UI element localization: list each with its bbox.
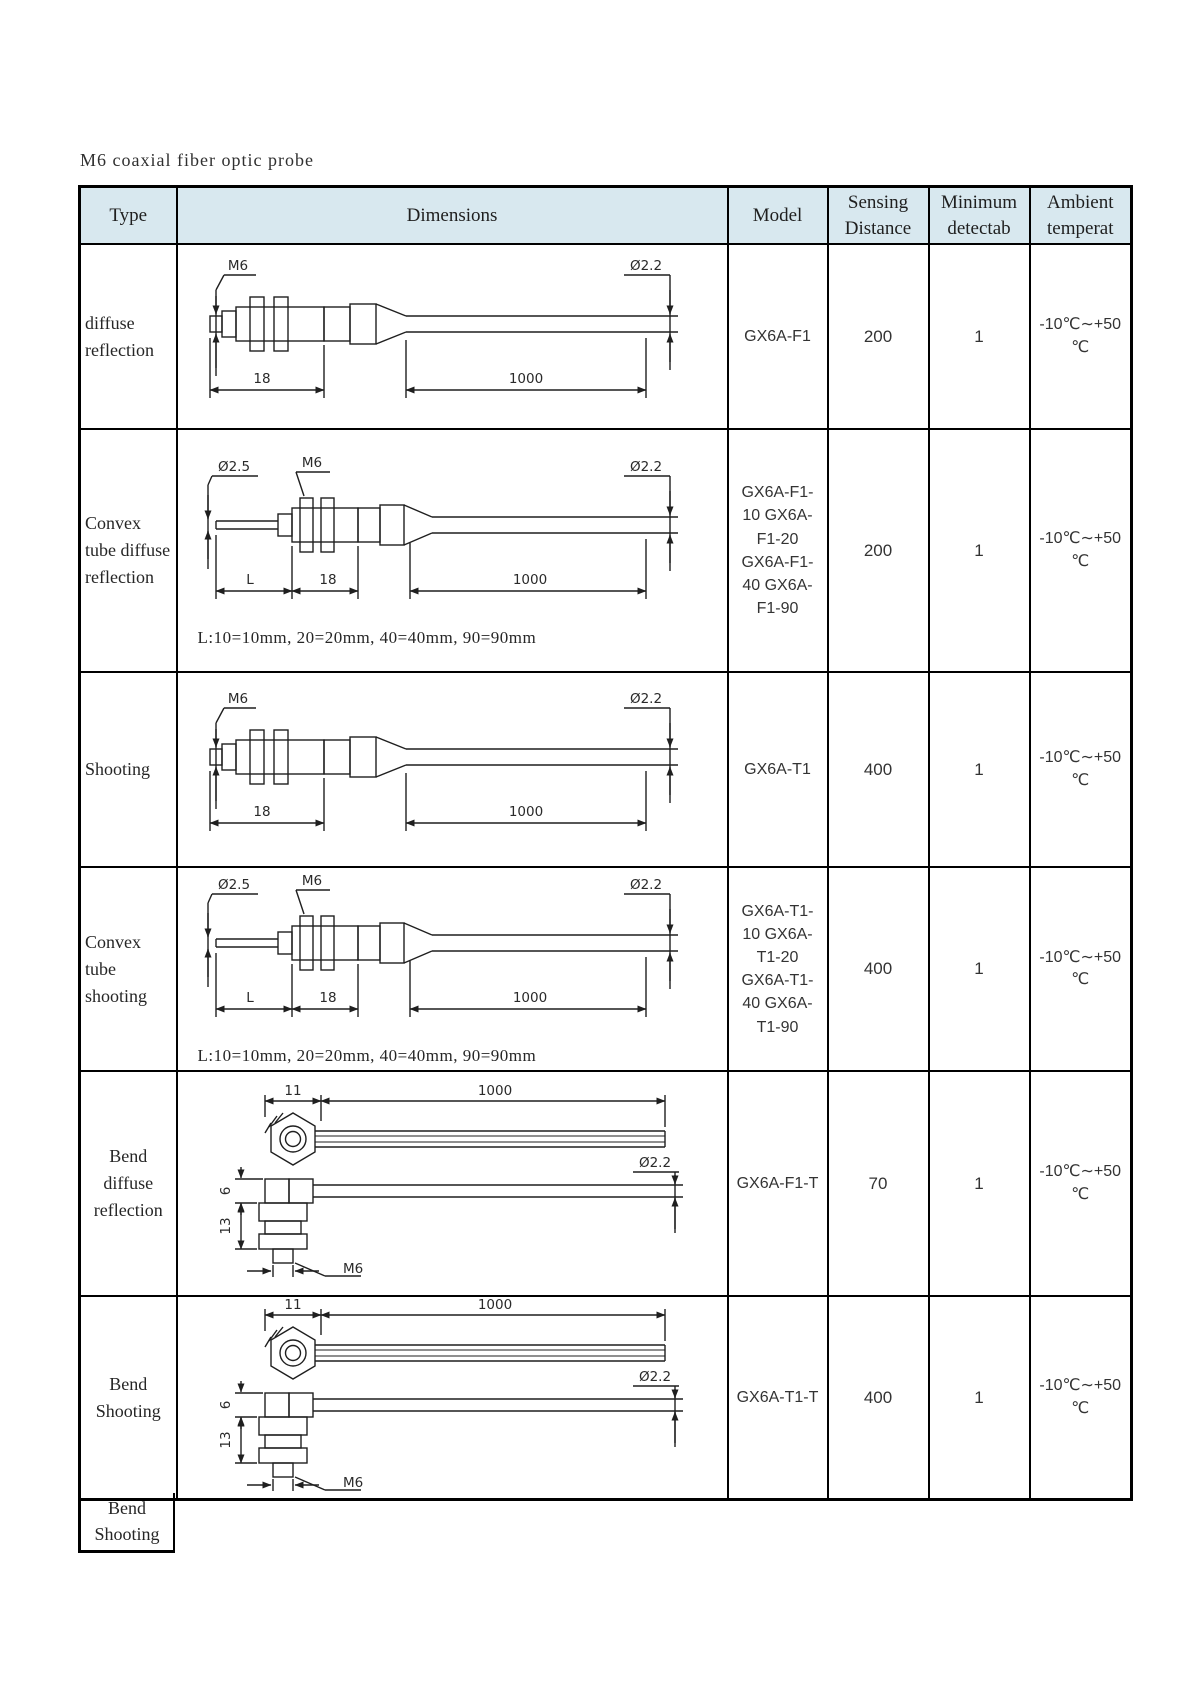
probe-outline xyxy=(210,297,678,351)
table-row xyxy=(80,672,1132,867)
fiber-diameter-label: Ø2.2 xyxy=(629,877,662,894)
ambient-temperature-cell xyxy=(1030,867,1132,1071)
ambient-temperature-cell xyxy=(1030,429,1132,672)
dimension-lines xyxy=(208,890,670,1017)
temp-range: -10℃∼+50 xyxy=(1039,1377,1122,1395)
type-cell: Bend diffuse reflection xyxy=(80,1071,177,1296)
probe-outline-side-view xyxy=(259,1179,683,1263)
table-row xyxy=(80,244,1132,429)
sensing-distance-cell: 200 xyxy=(828,429,929,672)
temp-range: -10℃∼+50 xyxy=(1039,530,1122,548)
thread-label: M6 xyxy=(301,454,322,471)
spec-table xyxy=(78,185,1133,1501)
type-cell: Convex tube diffuse reflection xyxy=(80,429,177,672)
probe-outline-side-view xyxy=(259,1393,683,1477)
temp-unit: ℃ xyxy=(1071,771,1090,789)
header-sensing-distance: Sensing Distance xyxy=(828,187,929,245)
header-type: Type xyxy=(80,187,177,245)
dimensions-cell xyxy=(177,1296,728,1500)
cable-length-label: 1000 xyxy=(508,371,543,388)
probe-outline xyxy=(210,730,678,784)
temp-unit: ℃ xyxy=(1071,1185,1090,1203)
model-cell: GX6A-T1 xyxy=(728,672,828,867)
thread-label: M6 xyxy=(227,258,248,275)
minimum-detectable-cell: 1 xyxy=(929,1296,1030,1500)
fiber-diameter-label: Ø2.2 xyxy=(629,258,662,275)
straight-probe-diagram xyxy=(200,250,700,418)
sensing-distance-cell: 400 xyxy=(828,1296,929,1500)
temp-unit: ℃ xyxy=(1071,1399,1090,1417)
thread-length-label: 18 xyxy=(318,571,337,588)
cable-length-label: 1000 xyxy=(477,1297,512,1314)
thread-label: M6 xyxy=(342,1475,363,1492)
fiber-diameter-label: Ø2.2 xyxy=(629,691,662,708)
tube-diameter-label: Ø2.5 xyxy=(217,458,250,475)
continuation-type-cell: Bend Shooting xyxy=(78,1493,175,1553)
minimum-detectable-cell: 1 xyxy=(929,867,1030,1071)
table-row xyxy=(80,867,1132,1071)
probe-outline xyxy=(216,916,678,970)
thread-label: M6 xyxy=(227,691,248,708)
ambient-temperature-cell xyxy=(1030,1071,1132,1296)
dimension-lines xyxy=(210,708,670,831)
model-cell: GX6A-F1-10 GX6A-F1-20 GX6A-F1-40 GX6A-F1-90 xyxy=(728,429,828,672)
sensing-distance-cell: 400 xyxy=(828,672,929,867)
table-row xyxy=(80,1296,1132,1500)
table-row xyxy=(80,1071,1132,1296)
hex-width-label: 11 xyxy=(283,1297,302,1314)
probe-outline-top-view xyxy=(265,1113,665,1165)
header-ambient-temperature: Ambient temperat xyxy=(1030,187,1132,245)
ambient-temperature-cell xyxy=(1030,672,1132,867)
header-dimensions: Dimensions xyxy=(177,187,728,245)
dimensions-cell xyxy=(177,867,728,1071)
thread-length-label: 18 xyxy=(318,990,337,1007)
probe-diagram xyxy=(200,250,727,423)
cable-length-label: 1000 xyxy=(508,804,543,821)
type-cell: Shooting xyxy=(80,672,177,867)
type-cell: Bend Shooting xyxy=(80,1296,177,1500)
minimum-detectable-cell: 1 xyxy=(929,244,1030,429)
dimensions-cell xyxy=(177,429,728,672)
thread-length-label: 18 xyxy=(252,804,271,821)
arm-height-label: 6 xyxy=(217,1186,234,1196)
sensing-distance-cell: 400 xyxy=(828,867,929,1071)
convex-tube-probe-diagram xyxy=(200,869,700,1037)
temp-range: -10℃∼+50 xyxy=(1039,749,1122,767)
dimensions-cell xyxy=(177,1071,728,1296)
temp-unit: ℃ xyxy=(1071,552,1090,570)
stem-height-label: 13 xyxy=(217,1217,234,1235)
type-cell: Convex tube shooting xyxy=(80,867,177,1071)
fiber-diameter-label: Ø2.2 xyxy=(638,1155,671,1172)
cable-length-label: 1000 xyxy=(512,571,547,588)
probe-outline-top-view xyxy=(265,1327,665,1379)
fiber-diameter-label: Ø2.2 xyxy=(638,1369,671,1386)
dimensions-cell xyxy=(177,672,728,867)
ambient-temperature-cell xyxy=(1030,1296,1132,1500)
sensing-distance-cell: 200 xyxy=(828,244,929,429)
ambient-temperature-cell xyxy=(1030,244,1132,429)
probe-diagram xyxy=(213,1297,727,1498)
fiber-diameter-label: Ø2.2 xyxy=(629,458,662,475)
probe-diagram xyxy=(213,1083,727,1284)
header-row xyxy=(80,187,1132,245)
sensing-distance-cell: 70 xyxy=(828,1071,929,1296)
cable-length-label: 1000 xyxy=(512,990,547,1007)
probe-diagram xyxy=(200,683,727,856)
temp-unit: ℃ xyxy=(1071,338,1090,356)
bend-probe-diagram xyxy=(213,1083,713,1279)
length-options-note: L:10=10mm, 20=20mm, 40=40mm, 90=90mm xyxy=(197,1046,537,1066)
hex-width-label: 11 xyxy=(283,1083,302,1100)
temp-unit: ℃ xyxy=(1071,971,1090,989)
tube-diameter-label: Ø2.5 xyxy=(217,877,250,894)
cable-length-label: 1000 xyxy=(477,1083,512,1100)
probe-diagram xyxy=(200,451,727,624)
arm-height-label: 6 xyxy=(217,1400,234,1410)
straight-probe-diagram xyxy=(200,683,700,851)
thread-label: M6 xyxy=(301,873,322,890)
minimum-detectable-cell: 1 xyxy=(929,1071,1030,1296)
dimension-lines xyxy=(210,275,670,398)
minimum-detectable-cell: 1 xyxy=(929,672,1030,867)
type-cell: diffuse reflection xyxy=(80,244,177,429)
thread-length-label: 18 xyxy=(252,371,271,388)
header-model: Model xyxy=(728,187,828,245)
tube-length-label: L xyxy=(245,571,254,588)
model-cell: GX6A-F1-T xyxy=(728,1071,828,1296)
length-options-note: L:10=10mm, 20=20mm, 40=40mm, 90=90mm xyxy=(197,627,537,647)
bend-probe-diagram xyxy=(213,1297,713,1493)
thread-label: M6 xyxy=(342,1261,363,1278)
page-title: M6 coaxial fiber optic probe xyxy=(80,150,314,170)
tube-length-label: L xyxy=(245,990,254,1007)
dimensions-cell xyxy=(177,244,728,429)
temp-range: -10℃∼+50 xyxy=(1039,948,1122,966)
model-cell: GX6A-F1 xyxy=(728,244,828,429)
minimum-detectable-cell: 1 xyxy=(929,429,1030,672)
dimension-lines xyxy=(208,472,670,599)
temp-range: -10℃∼+50 xyxy=(1039,1163,1122,1181)
probe-outline xyxy=(216,498,678,552)
temp-range: -10℃∼+50 xyxy=(1039,316,1122,334)
convex-tube-probe-diagram xyxy=(200,451,700,619)
header-minimum-detectable: Minimum detectab xyxy=(929,187,1030,245)
probe-diagram xyxy=(200,869,727,1042)
stem-height-label: 13 xyxy=(217,1431,234,1449)
model-cell: GX6A-T1-10 GX6A-T1-20 GX6A-T1-40 GX6A-T1-90 xyxy=(728,867,828,1071)
table-row xyxy=(80,429,1132,672)
model-cell: GX6A-T1-T xyxy=(728,1296,828,1500)
